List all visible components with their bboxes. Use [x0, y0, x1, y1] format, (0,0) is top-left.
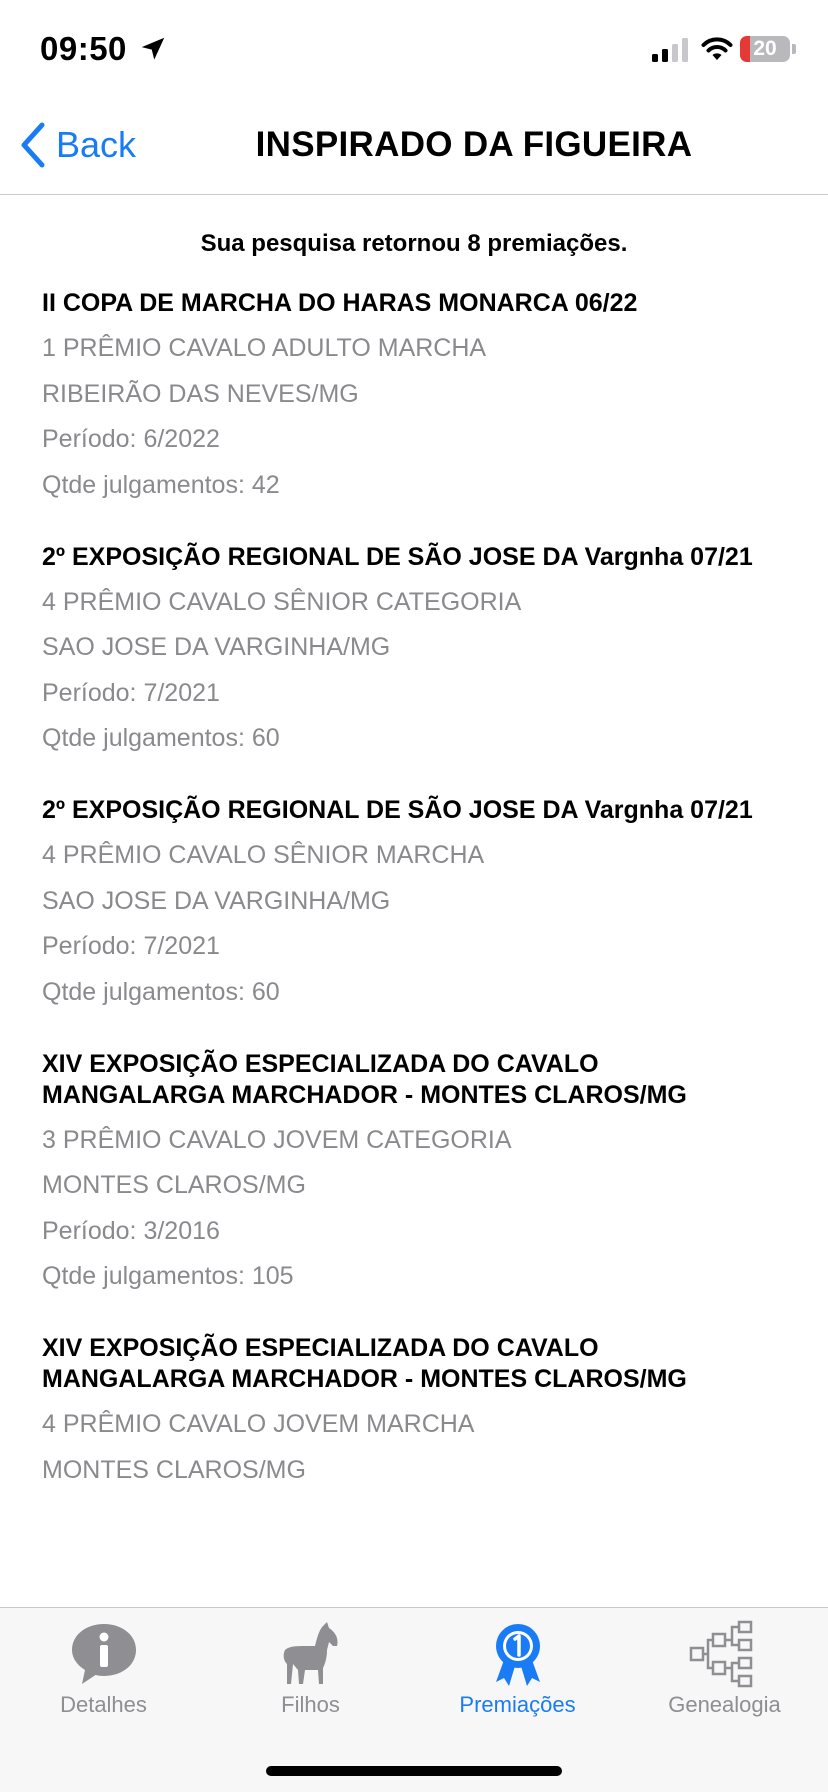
award-title: 2º EXPOSIÇÃO REGIONAL DE SÃO JOSE DA Vargnha 07/21: [42, 796, 753, 824]
award-period: Período: 3/2016: [42, 1216, 220, 1245]
award-item: [0, 1333, 828, 1487]
award-title: XIV EXPOSIÇÃO ESPECIALIZADA DO CAVALO MANGALARGA MARCHADOR - MONTES CLAROS/MG: [42, 1334, 687, 1393]
back-label: Back: [56, 124, 137, 165]
tab-premiacoes[interactable]: [414, 1608, 621, 1718]
award-prize: 4 PRÊMIO CAVALO SÊNIOR CATEGORIA: [42, 587, 522, 616]
back-button[interactable]: [18, 120, 136, 170]
award-judgments: Qtde julgamentos: 42: [42, 470, 280, 499]
results-summary: Sua pesquisa retornou 8 premiações.: [200, 230, 628, 257]
pedigree-tree-icon: [689, 1620, 761, 1688]
navigation-bar: [0, 100, 828, 195]
award-location: SAO JOSE DA VARGINHA/MG: [42, 633, 391, 661]
tab-filhos[interactable]: [207, 1608, 414, 1718]
award-judgments: Qtde julgamentos: 60: [42, 977, 280, 1006]
page-title: INSPIRADO DA FIGUEIRA: [255, 125, 693, 164]
award-title: II COPA DE MARCHA DO HARAS MONARCA 06/22: [42, 289, 638, 317]
award-item: [0, 795, 828, 1009]
awards-list[interactable]: [0, 196, 828, 1566]
tab-label: Filhos: [281, 1692, 340, 1717]
award-period: Período: 6/2022: [42, 425, 220, 453]
award-location: MONTES CLAROS/MG: [42, 1455, 306, 1484]
award-location: RIBEIRÃO DAS NEVES/MG: [42, 379, 359, 408]
status-bar: [0, 0, 828, 100]
wifi-icon: [700, 36, 734, 62]
award-location: MONTES CLAROS/MG: [42, 1171, 306, 1199]
horse-icon: [275, 1620, 347, 1688]
award-prize: 4 PRÊMIO CAVALO SÊNIOR MARCHA: [42, 841, 485, 869]
battery-icon: [740, 36, 790, 62]
award-judgments: Qtde julgamentos: 105: [42, 1262, 294, 1290]
tab-bar: [0, 1607, 828, 1792]
home-indicator: [266, 1766, 562, 1776]
award-period: Período: 7/2021: [42, 932, 220, 960]
award-item: [0, 542, 828, 756]
medal-icon: [482, 1620, 554, 1688]
tab-label: Premiações: [459, 1692, 576, 1717]
tab-detalhes[interactable]: [0, 1608, 207, 1718]
award-title: XIV EXPOSIÇÃO ESPECIALIZADA DO CAVALO MANGALARGA MARCHADOR - MONTES CLAROS/MG: [42, 1049, 687, 1109]
award-prize: 1 PRÊMIO CAVALO ADULTO MARCHA: [42, 334, 487, 362]
award-item: [0, 288, 828, 502]
tab-label: Detalhes: [60, 1692, 147, 1717]
award-title: 2º EXPOSIÇÃO REGIONAL DE SÃO JOSE DA Vargnha 07/21: [42, 542, 753, 571]
battery-percentage: 20: [753, 37, 777, 60]
chevron-left-icon: [18, 121, 46, 169]
award-prize: 4 PRÊMIO CAVALO JOVEM MARCHA: [42, 1410, 475, 1438]
info-icon: [68, 1620, 140, 1688]
location-arrow-icon: [138, 34, 168, 64]
award-judgments: Qtde julgamentos: 60: [42, 724, 280, 752]
award-prize: 3 PRÊMIO CAVALO JOVEM CATEGORIA: [42, 1125, 512, 1154]
cellular-signal-icon: [652, 38, 690, 62]
status-time: 09:50: [40, 30, 127, 67]
tab-genealogia[interactable]: [621, 1608, 828, 1718]
award-period: Período: 7/2021: [42, 678, 220, 707]
battery-cap: [792, 44, 796, 54]
award-location: SAO JOSE DA VARGINHA/MG: [42, 886, 391, 915]
award-item: [0, 1049, 828, 1294]
tab-label: Genealogia: [668, 1692, 781, 1717]
